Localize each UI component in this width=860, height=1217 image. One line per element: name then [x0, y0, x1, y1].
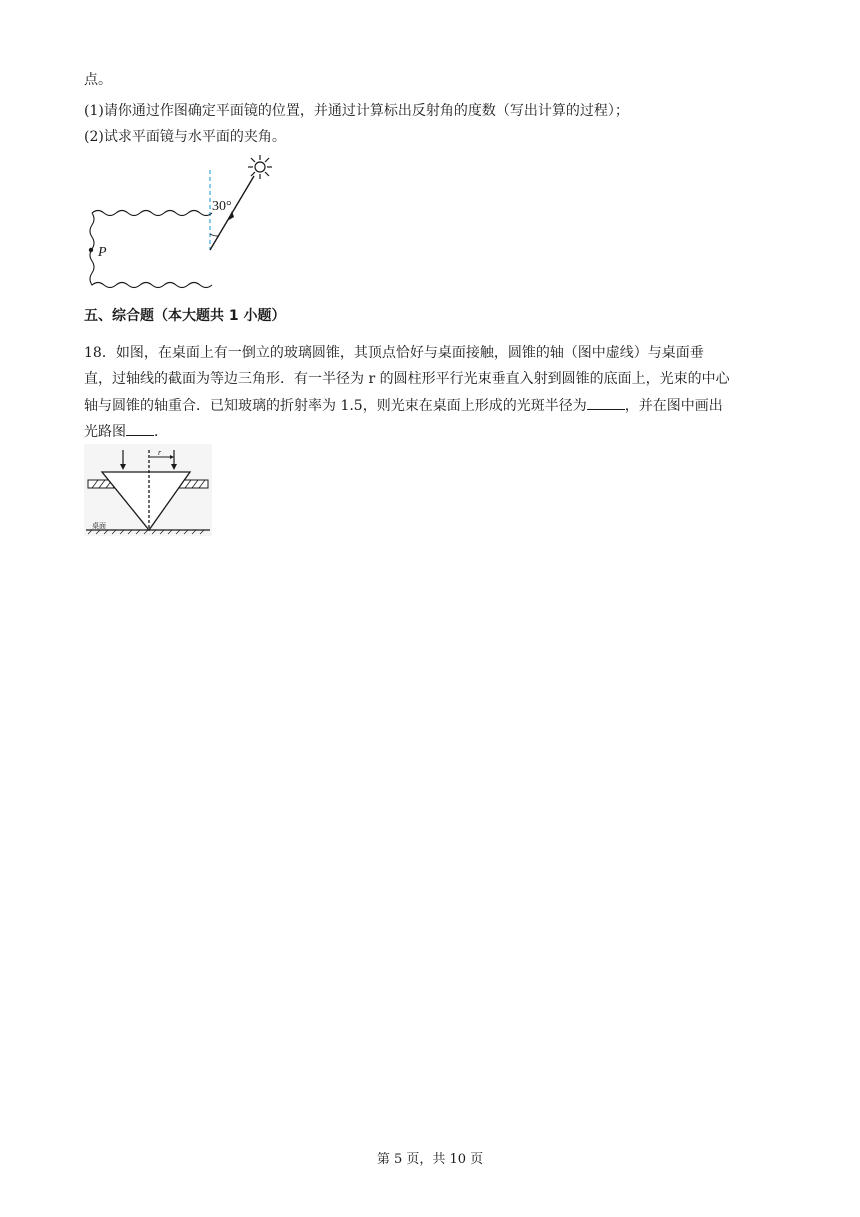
- q18-line-3-tail: ，并在图中画出: [624, 398, 723, 414]
- answer-blank-light-path[interactable]: [126, 421, 154, 436]
- wavy-boundary: [90, 211, 212, 288]
- prev-subquestion-2: (2)试求平面镜与水平面的夹角。: [84, 129, 286, 145]
- angle-label: 30°: [212, 199, 232, 214]
- angle-arc: [210, 234, 218, 236]
- q18-line-4: [84, 421, 168, 442]
- q18-line-3-text: 轴与圆锥的轴重合．已知玻璃的折射率为 1.5，则光束在桌面上形成的光斑半径为: [84, 398, 587, 414]
- point-p-label: P: [98, 245, 107, 260]
- point-p-dot: [89, 248, 93, 252]
- page-number: 第 5 页，共 10 页: [376, 1152, 484, 1167]
- q18-line-1: 18．如图，在桌面上有一倒立的玻璃圆锥，其顶点恰好与桌面接触，圆锥的轴（图中虚线）与桌面垂: [84, 345, 704, 361]
- sun-icon: [248, 155, 272, 179]
- table-label: 桌面: [92, 522, 106, 530]
- radius-label: r: [158, 448, 162, 457]
- q18-line-4-tail: ．: [154, 424, 168, 440]
- prev-text-line-1: 点。: [84, 72, 112, 88]
- reflection-figure: [80, 150, 280, 290]
- q18-line-3: [84, 395, 723, 416]
- q18-line-4-text: 光路图: [84, 424, 126, 440]
- q18-line-2: 直，过轴线的截面为等边三角形．有一半径为 r 的圆柱形平行光束垂直入射到圆锥的底面上，光束的中心: [84, 371, 730, 387]
- section-heading: 五、综合题（本大题共 1 小题）: [84, 308, 286, 324]
- cone-figure: [84, 444, 212, 536]
- prev-subquestion-1: (1)请你通过作图确定平面镜的位置，并通过计算标出反射角的度数（写出计算的过程）；: [84, 103, 629, 119]
- answer-blank-radius[interactable]: [587, 395, 625, 410]
